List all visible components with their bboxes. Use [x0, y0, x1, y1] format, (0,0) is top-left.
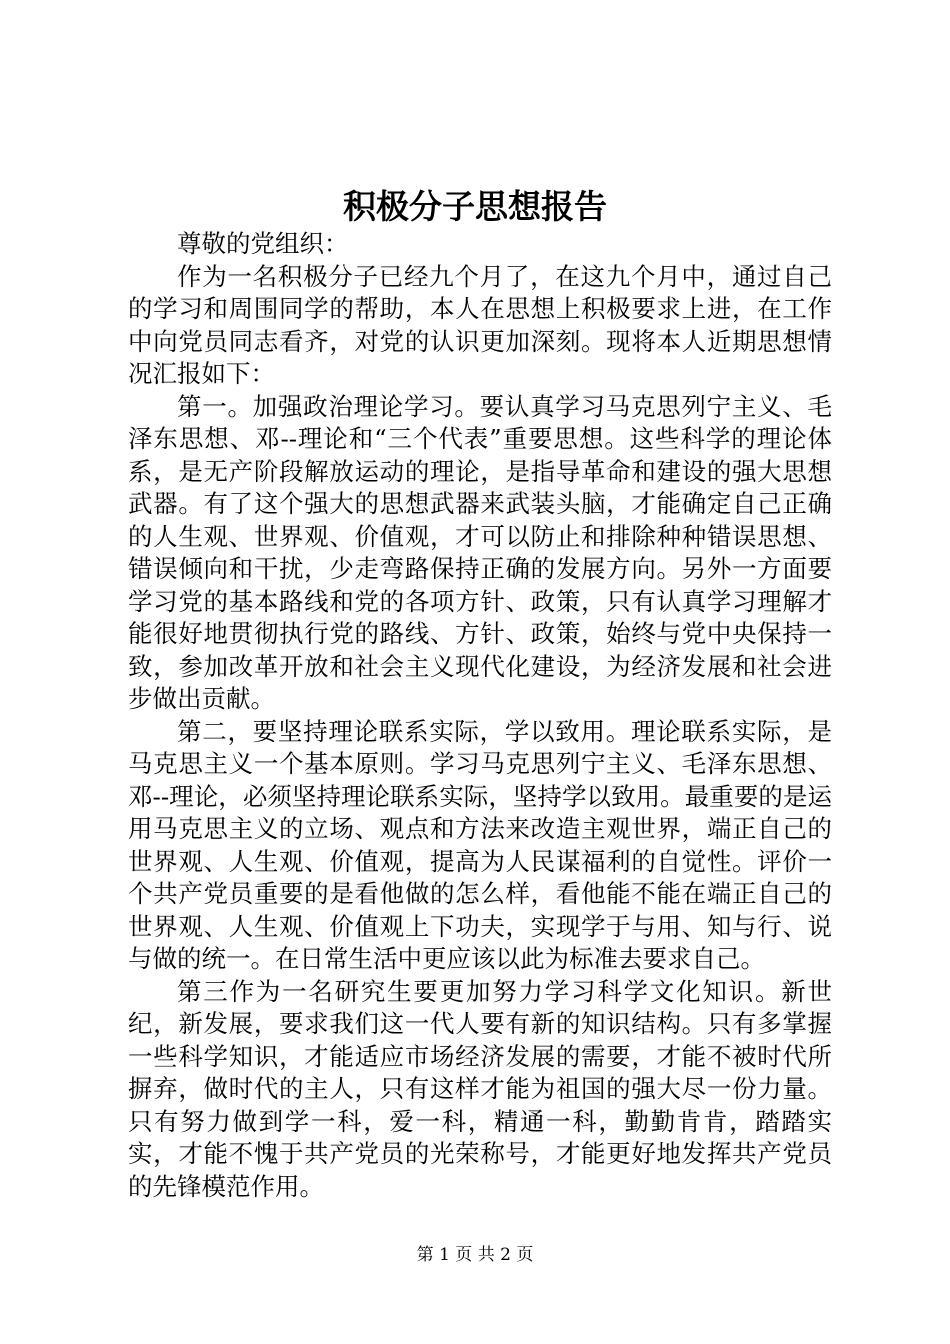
paragraph-second: 第二，要坚持理论联系实际，学以致用。理论联系实际，是马克思主义一个基本原则。学习马克思列宁主义、毛泽东思想、邓--理论，必须坚持理论联系实际，坚持学以致用。最重要的是运用马克思主义的立场、观点和方法来改造主观世界，端正自己的世界观、人生观、价值观，提高为人民谋福利的自觉性。评价一个共产党员重要的是看他做的怎么样，看他能不能在端正自己的世界观、人生观、价值观上下功夫，实现学于与用、知与行、说与做的统一。在日常生活中更应该以此为标准去要求自己。: [128, 716, 832, 973]
paragraph-third: 第三作为一名研究生要更加努力学习科学文化知识。新世纪，新发展，要求我们这一代人要有新的知识结构。只有多掌握一些科学知识，才能适应市场经济发展的需要，才能不被时代所摒弃，做时代的主人，只有这样才能为祖国的强大尽一份力量。只有努力做到学一科，爱一科，精通一科，勤勤肯肯，踏踏实实，才能不愧于共产党员的光荣称号，才能更好地发挥共产党员的先锋模范作用。: [128, 976, 832, 1201]
document-title: 积极分子思想报告: [343, 187, 607, 226]
page-number-footer: 第 1 页 共 2 页: [416, 1245, 534, 1265]
paragraph-intro: 作为一名积极分子已经九个月了，在这九个月中，通过自己的学习和周围同学的帮助，本人在思想上积极要求上进，在工作中向党员同志看齐，对党的认识更加深刻。现将本人近期思想情况汇报如下：: [128, 261, 832, 388]
document-body: [128, 228, 832, 1203]
paragraph-first: 第一。加强政治理论学习。要认真学习马克思列宁主义、毛泽东思想、邓--理论和“三个代表”重要思想。这些科学的理论体系，是无产阶段解放运动的理论，是指导革命和建设的强大思想武器。有了这个强大的思想武器来武装头脑，才能确定自己正确的人生观、世界观、价值观，才可以防止和排除种种错误思想、错误倾向和干扰，少走弯路保持正确的发展方向。另外一方面要学习党的基本路线和党的各项方针、政策，只有认真学习理解才能很好地贯彻执行党的路线、方针、政策，始终与党中央保持一致，参加改革开放和社会主义现代化建设，为经济发展和社会进步做出贡献。: [128, 391, 832, 713]
salutation: 尊敬的党组织：: [177, 229, 349, 258]
